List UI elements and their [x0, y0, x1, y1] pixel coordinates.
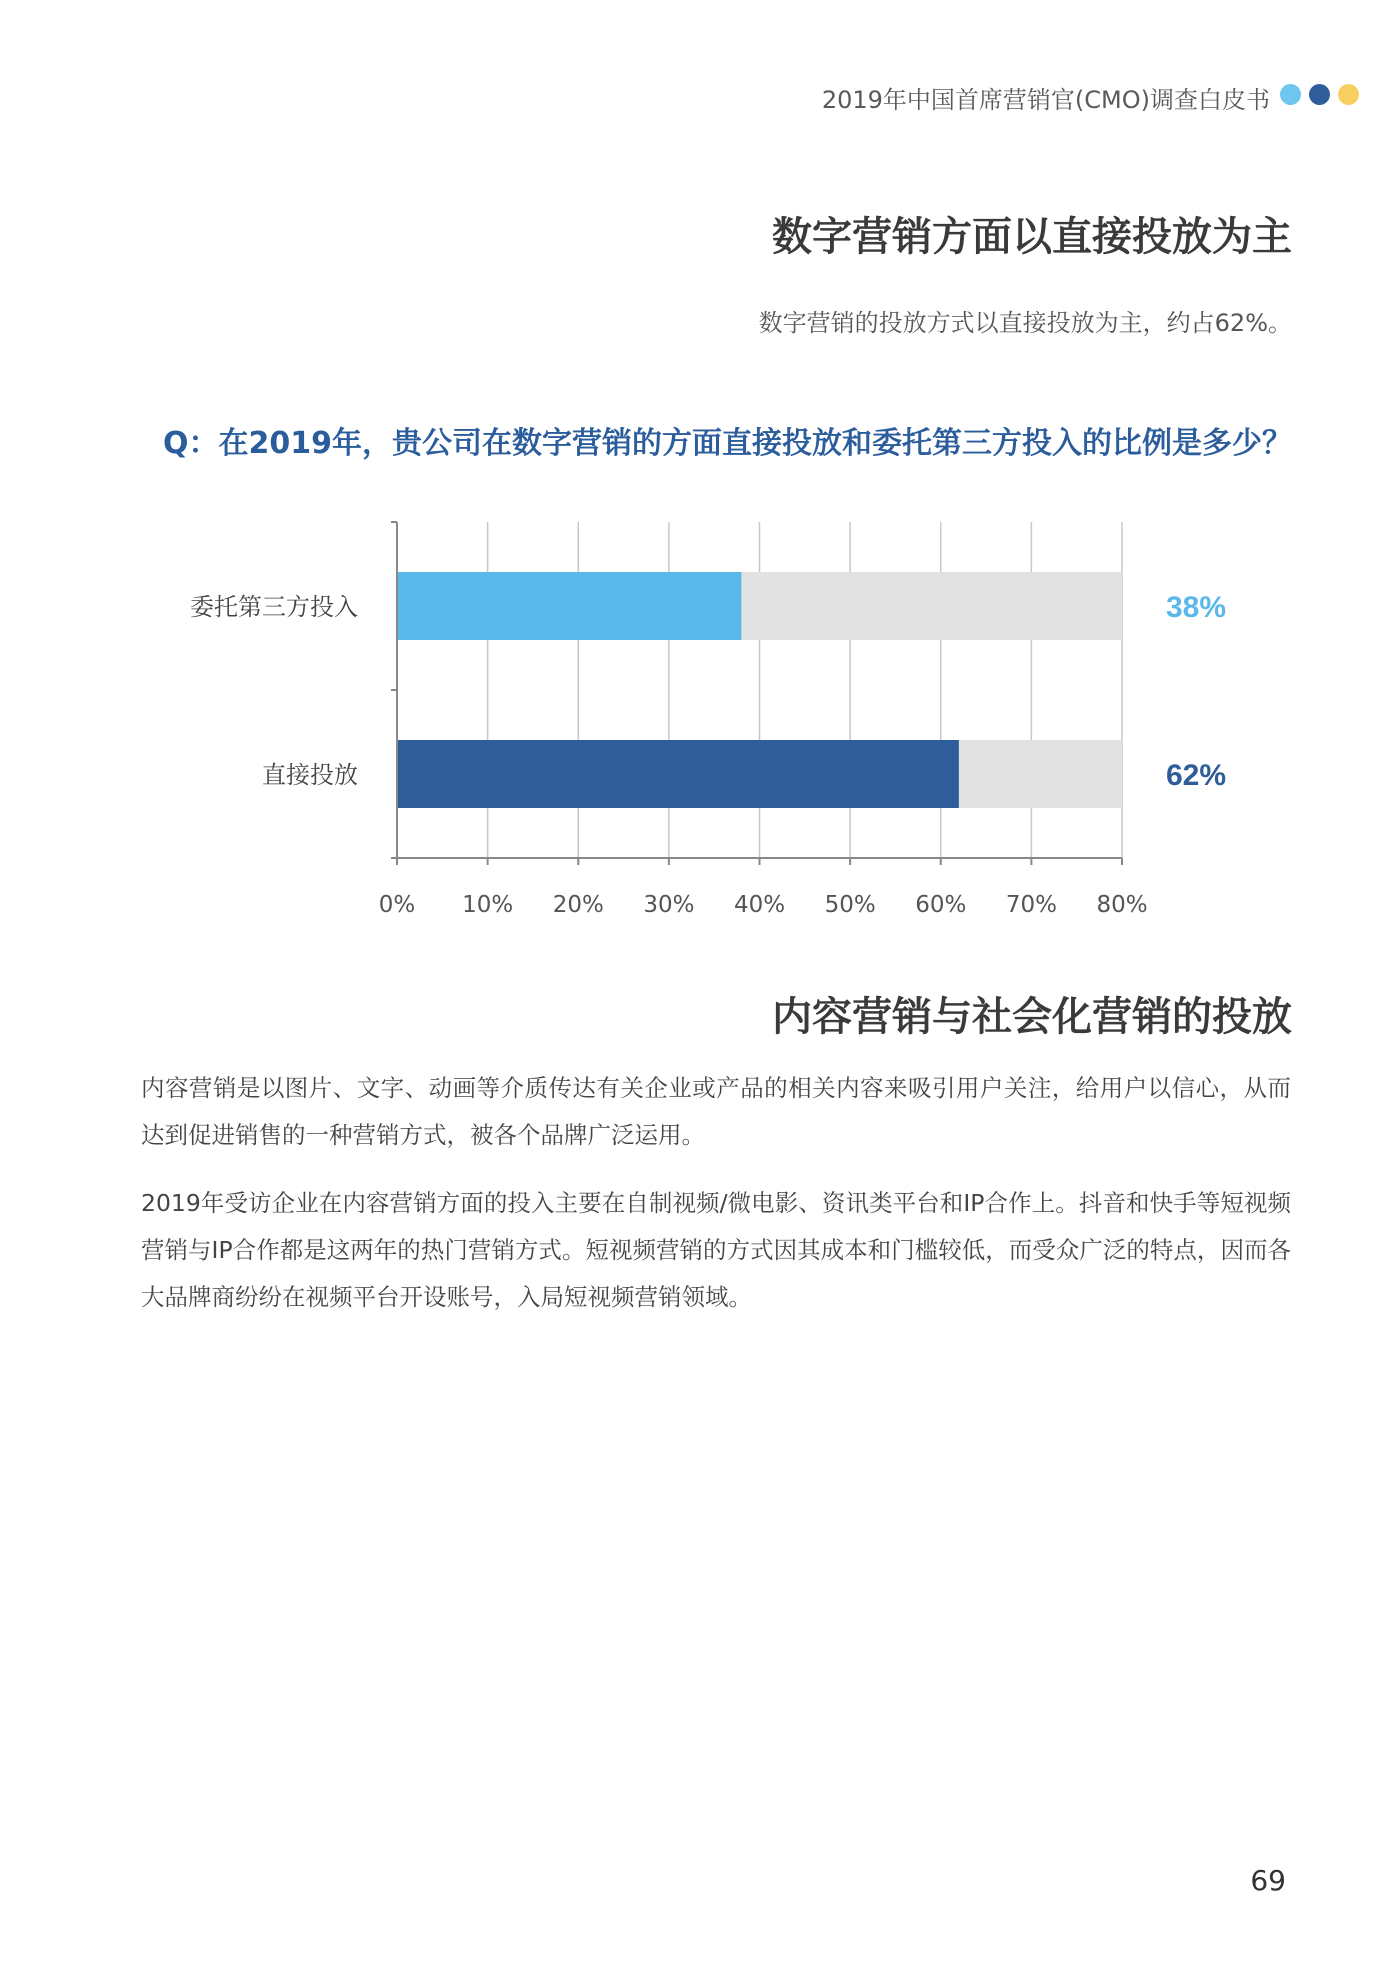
section-title-digital-marketing: 数字营销方面以直接投放为主 [772, 214, 1292, 260]
x-tick-label-30: 30% [643, 892, 695, 918]
x-tick-label-40: 40% [733, 892, 786, 918]
x-tick-label-10: 10% [462, 892, 514, 918]
x-tick-label-20: 20% [552, 892, 604, 918]
x-tick-label-80: 80% [1096, 892, 1148, 918]
report-title: 2019年中国首席营销官(CMO)调查白皮书 [821, 86, 1270, 114]
bar-chart [0, 0, 1378, 960]
survey-question: Q：在2019年，贵公司在数字营销的方面直接投放和委托第三方投入的比例是多少？ [163, 426, 1292, 461]
category-label-1: 直接投放 [262, 761, 358, 789]
paragraph-1: 内容营销是以图片、文字、动画等介质传达有关企业或产品的相关内容来吸引用户关注，给用户以信心，从而达到促进销售的一种营销方式，被各个品牌广泛运用。 [141, 1074, 1291, 1149]
x-tick-label-70: 70% [1005, 892, 1057, 918]
section-subtitle: 数字营销的投放方式以直接投放为主，约占62%。 [758, 309, 1292, 337]
value-label-0: 38% [1165, 591, 1227, 624]
bar-1 [397, 740, 959, 808]
page-number: 69 [1250, 1864, 1286, 1897]
bar-0 [397, 572, 741, 640]
x-tick-label-60: 60% [915, 892, 967, 918]
value-label-1: 62% [1165, 759, 1227, 792]
x-tick-label-50: 50% [824, 892, 876, 918]
section-title-content-marketing: 内容营销与社会化营销的投放 [772, 994, 1292, 1040]
paragraph-2: 2019年受访企业在内容营销方面的投入主要在自制视频/微电影、资讯类平台和IP合作上。抖音和快手等短视频营销与IP合作都是这两年的热门营销方式。短视频营销的方式因其成本和门槛较低，而受众广泛的特点，因而各大品牌商纷纷在视频平台开设账号，入局短视频营销领域。 [141, 1189, 1291, 1311]
category-label-0: 委托第三方投入 [190, 593, 358, 621]
x-tick-label-0: 0% [378, 892, 416, 918]
